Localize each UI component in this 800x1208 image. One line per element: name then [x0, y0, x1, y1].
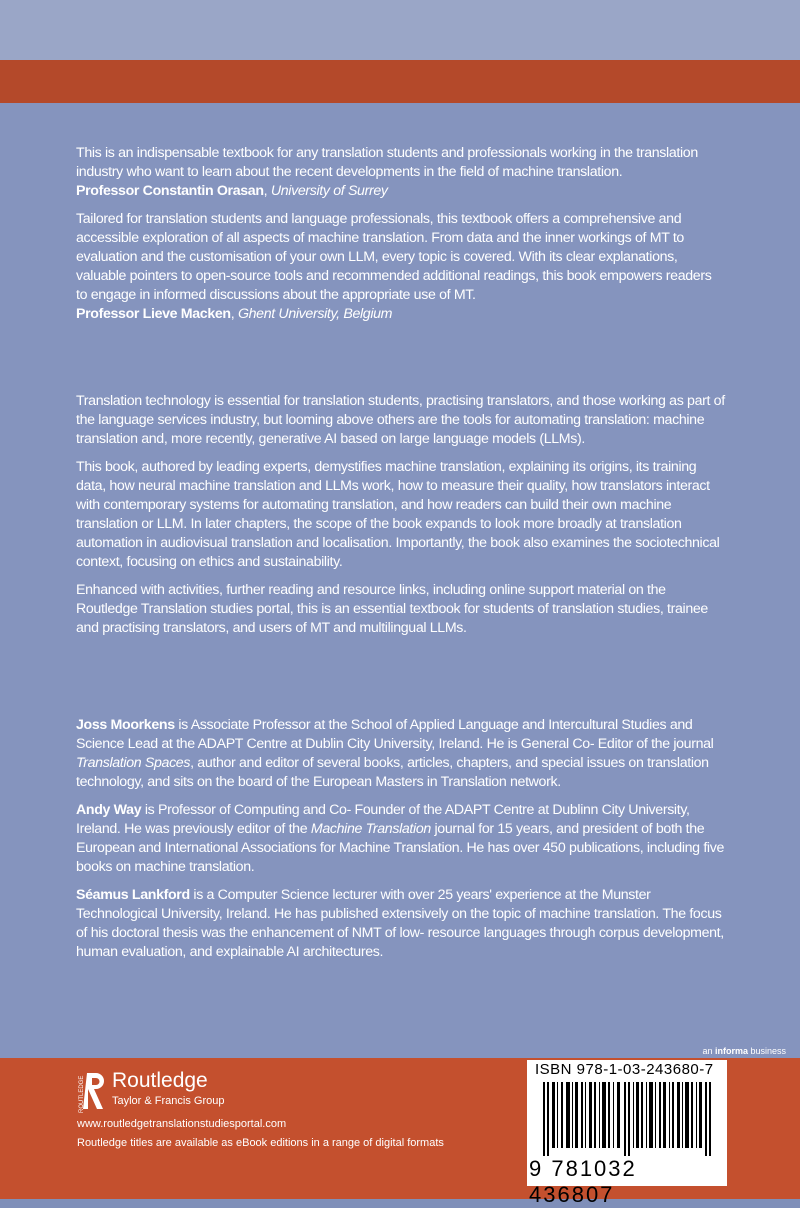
top-margin — [0, 0, 800, 60]
top-color-band — [0, 60, 800, 103]
endorsement-attribution: Professor Lieve Macken, Ghent University, Belgium — [76, 306, 393, 322]
endorsement-text: This is an indispensable textbook for any translation students and professionals working in the translation industry who want to learn about the recent developments in the field of machine translation. — [76, 145, 698, 180]
author-name: Andy Way — [76, 802, 142, 818]
informa-business-label: an informa business — [702, 1046, 786, 1056]
logo-vertical-text: ROUTLEDGE — [79, 1075, 85, 1113]
author-bio: Andy Way is Professor of Computing and Co- Founder of the ADAPT Centre at Dublinn City University, Ireland. He was previously editor of the Machine Translation journal for 15 years, and president of both the European and International Associations for Machine Translation. He has over 450 publications, including five books on machine translation. — [76, 802, 724, 875]
endorsement-text: Tailored for translation students and language professionals, this textbook offers a comprehensive and accessible exploration of all aspects of machine translation. From data and the inner workings of MT to evaluation and the customisation of your own LLM, every topic is covered. With its clear explanations, valuable pointers to open-source tools and recommended additional readings, this book empowers readers to engage in informed discussions about the appropriate use of MT. — [76, 211, 712, 303]
endorser-name: Professor Constantin Orasan — [76, 183, 264, 199]
author-bio: Séamus Lankford is a Computer Science lecturer with over 25 years' experience at the Munster Technological University, Ireland. He has published extensively on the topic of machine translation. The focus of his doctoral thesis was the enhancement of NMT of low- resource languages through corpus development, human evaluation, and explainable AI architectures. — [76, 887, 724, 960]
endorser-name: Professor Lieve Macken — [76, 306, 231, 322]
description-paragraph: Enhanced with activities, further reading and resource links, including online support material on the Routledge Translation studies portal, this is an essential textbook for students of translation studies, trainee and practising translators, and users of MT and multilingual LLMs. — [76, 582, 708, 636]
portal-url: www.routledgetranslationstudiesportal.com — [77, 1118, 287, 1130]
author-bio: Joss Moorkens is Associate Professor at the School of Applied Language and Intercultural Studies and Science Lead at the ADAPT Centre at Dublin City University, Ireland. He is General Co- Editor of the journal Translation Spaces, author and editor of several books, articles, chapters, and special issues on translation technology, and sits on the board of the European Masters in Translation network. — [76, 717, 714, 790]
isbn-barcode — [527, 1060, 727, 1207]
isbn-number: ISBN 978-1-03-243680-7 — [535, 1061, 714, 1078]
description-paragraph: This book, authored by leading experts, demystifies machine translation, explaining its origins, its training data, how neural machine translation and LLMs work, how to measure their quality, how translators interact with contemporary systems for automating translation, and how readers can build their own machine translation or LLM. In later chapters, the scope of the book expands to look more broadly at translation automation in audiovisual translation and localisation. Importantly, the book also examines the sociotechnical context, focusing on ethics and sustainability. — [76, 459, 720, 570]
endorsements — [76, 144, 726, 333]
author-bios — [76, 716, 726, 971]
publisher-name: Routledge — [112, 1069, 208, 1092]
endorser-affiliation: Ghent University, Belgium — [237, 306, 393, 322]
author-name: Séamus Lankford — [76, 887, 190, 903]
endorsement-1 — [76, 144, 726, 201]
endorser-affiliation: University of Surrey — [270, 183, 388, 199]
publisher-group: Taylor & Francis Group — [112, 1095, 225, 1107]
barcode-icon — [543, 1082, 711, 1156]
endorsement-attribution: Professor Constantin Orasan, University of Surrey — [76, 183, 388, 199]
author-name: Joss Moorkens — [76, 717, 175, 733]
endorsement-2 — [76, 210, 726, 324]
book-description — [76, 392, 726, 647]
ebook-note: Routledge titles are available as eBook editions in a range of digital formats — [77, 1137, 444, 1149]
barcode-digits: 9 781032 436807 — [529, 1156, 637, 1207]
routledge-logo-icon — [77, 1069, 107, 1113]
description-paragraph: Translation technology is essential for translation students, practising translators, and those working as part of the language services industry, but looming above others are the tools for automating translation: machine translation and, more recently, generative AI based on large language models (LLMs). — [76, 393, 725, 447]
